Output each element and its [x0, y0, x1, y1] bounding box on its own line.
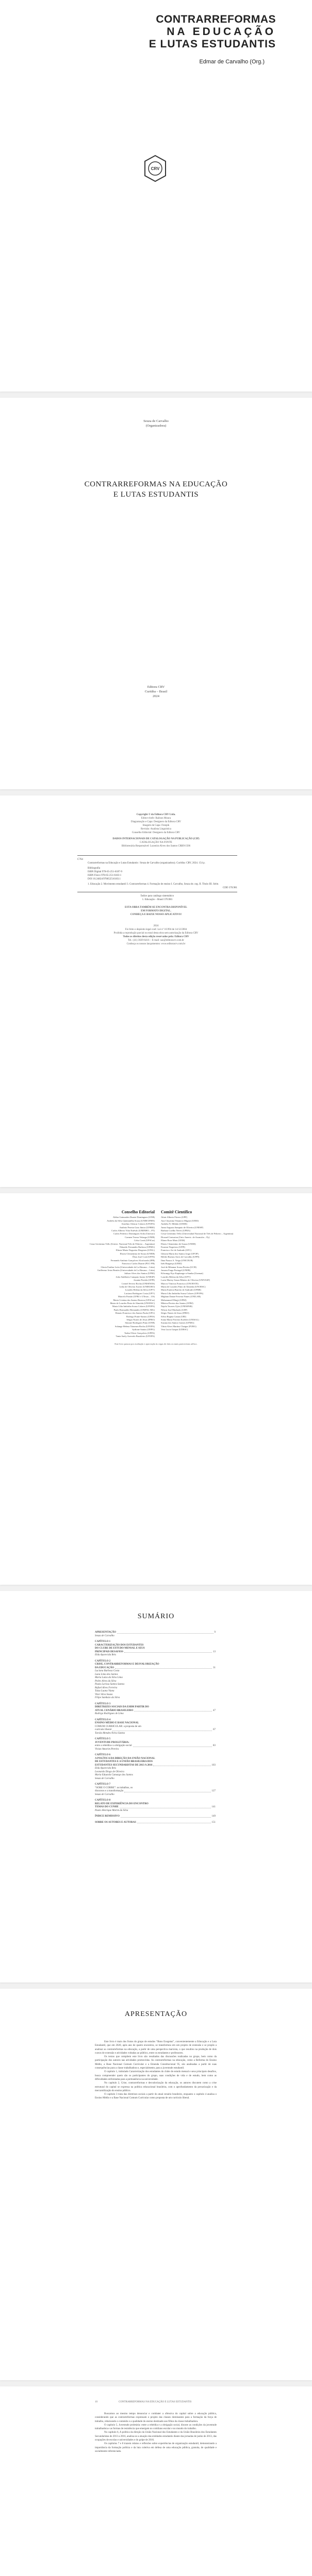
book-title-line2: E LUTAS ESTUDANTIS [113, 490, 199, 499]
paragraph: O capítulo 3 trata das diretrizes sociais a partir do atual cenário brasileiro, enquanto o capítulo 4 analisa o Ensino Médio e a Base Nacional Comum Curricular como proposta de um currículo liberal. [95, 2093, 217, 2100]
page-number: 10 [95, 2401, 97, 2403]
editorial-member: Paulo Romualdo Hernandes (UNIFAL-MG) [113, 1308, 155, 1311]
scientific-member: Vera Lucia Gaspar (UDESC) [161, 1328, 188, 1331]
summary-entry-label: Seuza de Carvalho [95, 1793, 114, 1796]
scientific-member: Diosnel Centurion (Univ Americ. de Asunción – Py) [161, 1235, 210, 1239]
copyright-line: Imagem de Capa: Freepik [142, 824, 170, 827]
summary-entry-label: CAPÍTULO 5 [95, 1738, 111, 1740]
scientific-member: Andréia N. Militão (UEMS) [161, 1223, 187, 1226]
copyright-line: Diagramação e Capa: Designers da Editora CRV [130, 821, 182, 823]
summary-entry-label: Seuza de Carvalho [95, 1634, 114, 1637]
scientific-member: Nilson José Machado (USP) [161, 1308, 188, 1311]
summary-entry-label: CARACTERIZAÇÃO DOS ESTUDANTES [95, 1643, 144, 1647]
digital-notice-line: EM FORMATO DIGITAL. [141, 910, 171, 912]
isbn-physical: ISBN Físico 978-65-251-6183-1 [88, 874, 122, 877]
publisher-city: Curitiba – Brasil [144, 690, 168, 693]
scientific-member: Najela Tavares Ujiie (UNESPAR) [161, 1305, 193, 1308]
summary-entry-label: SOBRE OS AUTORES E AUTORAS [95, 1821, 136, 1824]
paragraph: Buscamos ao mesmo tempo denunciar e combater a ofensiva do capital sobre a educação pública, considerando que as contrarreformas expressam o projeto das classes dominantes para a formação da força de trabalho, rebaixando o conteúdo e a qualidade do ensino destinado aos filhos da classe trabalhadora. [95, 2413, 217, 2423]
presentation-body [95, 2040, 217, 2100]
title-page [0, 398, 312, 789]
doi: DOI 10.24824/978652516183.1 [88, 878, 121, 880]
summary-entry-page: 103 [211, 1764, 216, 1767]
summary-entry-label: Vitor Silva Souza [95, 1693, 113, 1696]
scientific-member: Mohammed Elhajji (UFRJ) [161, 1298, 187, 1301]
editorial-member: Maria Cristina dos Santos Bezerra (UFSCar) [113, 1298, 155, 1301]
summary-entry-label: CAPÍTULO 6 [95, 1754, 111, 1756]
editorial-member: Carmen Tereza Velanga (UNIR) [125, 1235, 155, 1239]
catalog-record [77, 853, 237, 902]
summary-entry-label: ÍNDICE REMISSIVO [95, 1815, 120, 1818]
summary-entry-label: Rodrigo Rodrigues de Lima [95, 1713, 124, 1715]
editorial-member: Simone Rodrigues Pinto (UNB) [125, 1321, 155, 1325]
paragraph: Os textos que compõem este livro são resultados das discussões realizadas no grupo, bem como da participação dos autores nas atividades promovidas. As contrarreformas na educação, como a Reforma do Ensino Médio, a Base Nacional Comum Curricular e a Emenda Constitucional 95, são analisadas a partir de suas consequências para a classe trabalhadora e, especialmente, para a juventude estudantil. [95, 2056, 217, 2070]
legal-line: Proibida a reprodução parcial ou total desta obra sem autorização da Editora CRV [113, 932, 199, 935]
legal-line: Todos os direitos desta edição reservados pela: Editora CRV [123, 936, 189, 938]
copyright-lines [0, 813, 312, 848]
scientific-member: Ana Chrystina Venancio Mignot (UERJ) [161, 1219, 199, 1222]
summary-entry-label: Rafael Alves Ferreira [95, 1686, 118, 1689]
isbn-digital: ISBN Digital 978-65-251-6187-9 [88, 871, 122, 873]
catalog-cdd: CDD 370.981 [222, 887, 237, 889]
editorial-member: Leonel Severo Rocha (UNISINOS) [122, 1282, 155, 1285]
paragraph: O capítulo 5, Juventude proletária: entre a rebeldia e a obrigação social, discute as condições da juventude trabalhadora e as formas de resistência que emergem no cotidiano escolar e no mundo do trabalho. [95, 2424, 217, 2431]
editorial-member: Fernando Antônio Gonçalves Alcoforado (IPB) [110, 1259, 155, 1262]
legal-line: Foi feito o depósito legal conf. Lei nº 10.994 de 14/12/2004 [125, 928, 187, 931]
summary-entry-page: 141 [211, 1806, 216, 1808]
catalog-subheading: CATALOGAÇÃO NA FONTE [140, 841, 172, 844]
editorial-council-heading: Conselho Editorial [121, 1210, 155, 1214]
editorial-member: Aldira Guimarães Duarte Domínguez (UNB) [112, 1216, 155, 1219]
digital-notice-line: ESTA OBRA TAMBÉM SE ENCONTRA DISPONÍVEL [125, 906, 187, 909]
summary-entry-label: JUVENTUDE PROLETÁRIA: [95, 1741, 129, 1744]
legal-line: Tel.: (41) 3029-6416 – E-mail: sac@editoracrv.com.br [128, 939, 184, 942]
editorial-member: Lourdes Helena da Silva (UFV) [125, 1289, 155, 1292]
summary-entry-page: 13 [213, 1650, 216, 1653]
text-body [95, 2412, 217, 2453]
editorial-member: Maria de Lourdes Pinto de Almeida (UNOESC) [110, 1301, 155, 1304]
editorial-member: Rodrigo Pratte-Santos (UFES) [126, 1315, 155, 1318]
summary-entry-label: Maria Luiza da Silva Lima [95, 1676, 123, 1679]
scientific-member: Helder Buenos Aires de Carvalho (UFPI) [161, 1256, 200, 1259]
editorial-member: Gloria Fariñas León (Universidade de La Havana – Cuba) [101, 1265, 155, 1268]
editorial-member: Sydione Santos (UEPG) [132, 1328, 155, 1331]
cover-title-line3: E LUTAS ESTUDANTIS [149, 38, 276, 50]
publisher-logo-icon [143, 155, 167, 182]
publication-year: 2024 [153, 694, 159, 698]
scientific-member: Lucia Marisy Souza Ribeiro de Oliveira (UNIVASF) [161, 1279, 210, 1282]
summary-entry-label: DA EDUCAÇÃO [95, 1666, 114, 1669]
editorial-member: Celso Conti (UFSCar) [134, 1239, 155, 1242]
paragraph: Os capítulos 7 e 8 trazem relatos e reflexões sobre experiências de organização estudantil, demonstrando a importância da formação política e da luta coletiva em defesa de uma educação pública, gratuita, de qualidade e socialmente referenciada. [95, 2443, 217, 2453]
scientific-member: Gláucia Maria dos Santos Jorge (UFOP) [161, 1252, 199, 1255]
scientific-committee-heading: Comitê Científico [161, 1210, 192, 1214]
summary-entry-label: A POLÍTICA DA DIREÇÃO DA UNIÃO NACIONAL [95, 1757, 155, 1760]
editorial-council [77, 1211, 155, 1338]
councils-page [0, 1193, 312, 1585]
summary-entry-label: RELATO DE EXPERIÊNCIA DO ENCONTRO [95, 1802, 149, 1805]
scientific-member: Lourdes Helena da Silva (UFV) [161, 1275, 191, 1278]
summary-entry-label: Vivian Amorim Pereira [95, 1748, 119, 1751]
editorial-member: Jailson Alves dos Santos (UFRJ) [124, 1272, 155, 1275]
summary-entry-page: 127 [211, 1790, 216, 1792]
scientific-member: Maria Lília Imbiriba Sousa Colares (UFOPA) [161, 1292, 204, 1295]
legal-line: 2024 [153, 925, 159, 927]
catalog-entry: Contrarreformas na Educação e Lutas Estudantis / Seuza de Carvalho (organizadora). Curitiba: CRV, 2024. 154 p. [88, 862, 205, 865]
presentation-title: APRESENTAÇÃO [124, 2010, 188, 2018]
scientific-member: Ilma Passos A. Veiga (UNICEUB) [161, 1259, 193, 1262]
paragraph: No capítulo 2, Crise, contrarreformas e desvalorização da educação, os autores discutem como a crise estrutural do capital se expressa na política educacional brasileira, com o aprofundamento da precarização e da mercantilização do ensino público. [95, 2082, 217, 2092]
catalog-bibliography: Bibliografia [88, 867, 101, 870]
summary-entry-label: discursos e a transformação [95, 1790, 124, 1792]
catalog-code: C764 [77, 858, 83, 861]
paragraph: O capítulo 1, intitulado Caracterização dos estudantes do clube de estudo mensal e seus principais desafios, busca compreender quem são os participantes do grupo, suas condições de vida e de estudo, bem como as dificuldades enfrentadas para a permanência na universidade. [95, 2071, 217, 2081]
summary-entry-label: DE ESTUDANTES E A UNIÃO BRASILEIRA DOS [95, 1760, 153, 1763]
summary-list [95, 1631, 216, 1824]
copyright-line: Editor-chefe: Railson Moura [141, 817, 171, 820]
index-heading: Índice para catálogo sistemático [140, 895, 174, 897]
summary-entry-label: APRESENTAÇÃO [95, 1631, 117, 1634]
summary-entry-label: PRINCIPAIS DESAFIOS [95, 1650, 124, 1653]
scientific-member: Vânia Alves Martins Chaigar (FURG) [161, 1325, 196, 1328]
scientific-member: Sérgio Nunes de Jesus (IFRO) [161, 1312, 189, 1315]
editorial-member: Josania Portela (UFPI) [134, 1279, 155, 1282]
scientific-member: Maria de Lourdes Pinto de Almeida (UNOESC) [161, 1285, 206, 1288]
summary-entry-page: 31 [213, 1666, 216, 1669]
editorial-member: Lídia de Oliveira Xavier (UNIEURO) [119, 1285, 155, 1288]
digital-notice-line: CONHEÇA E BAIXE NOSSO APLICATIVO! [130, 913, 182, 916]
paragraph: No capítulo 6, A política da direção da União Nacional dos Estudantes e da União Brasileira dos Estudantes Secundaristas de 2013 a 2016, analisa-se a atuação das entidades estudantis diante das jornadas de junho de 2013, das ocupações de escolas e universidades e do golpe de 2016. [95, 2431, 217, 2442]
summary-entry-label: Taiza Luana Viana [95, 1690, 114, 1692]
editorial-member: Tania Suely Azevedo Brasileiro (UFOPA) [116, 1335, 155, 1338]
scientific-member: Cesar Gerónimo Tello (Universidad Nacional de Três de Febrero – Argentina) [161, 1232, 234, 1235]
summary-entry-label: Filipe Sambaio da Silva [95, 1697, 120, 1699]
summary-entry-label: CAPÍTULO 8 [95, 1799, 111, 1802]
editorial-member: Anselmo Alencar Colares (UFOPA) [121, 1223, 155, 1226]
editorial-member: Francisco Carlos Duarte (PUC-PR) [122, 1262, 155, 1265]
editorial-member: Elione Maria Nogueira Diogenes (UFAL) [116, 1249, 155, 1252]
author-name: Seuza de Carvalho [143, 419, 169, 423]
summary-entry[interactable] [95, 1821, 216, 1825]
scientific-member: Inês Bragança (UERJ) [161, 1262, 182, 1265]
organizer-label: (Organizadora) [145, 424, 167, 428]
summary-entry-page: 67 [213, 1728, 216, 1731]
editorial-member: Marcelo Paixão (UFRJ e UTexas – US) [118, 1295, 155, 1298]
editorial-member: Elizeu Clementino de Souza (UNEB) [120, 1252, 155, 1255]
summary-entry-label: Elda Aparecida Reis [95, 1767, 117, 1770]
scientific-member: Francisco Ari de Andrade (UFC) [161, 1249, 191, 1252]
editorial-member: Carlos Alberto Vilar Estêvão (UMINHO – PT) [111, 1229, 155, 1232]
summary-entry-label: currículo liberal [95, 1728, 112, 1731]
copyright-line: Conselho Editorial: Designers da Editora CRV [132, 832, 180, 834]
summary-entry-label: “SOBE O CORRE”: as trabalhos, os [95, 1786, 133, 1789]
cover-page [0, 0, 312, 392]
catalog-librarian: Bibliotecária Responsável: Luzenira Alves dos Santos CRB9/1506 [121, 845, 191, 848]
text-page [0, 2386, 312, 2576]
summary-entry-label: CAPÍTULO 7 [95, 1783, 111, 1786]
cover-title-line1: CONTRARREFORMAS [156, 13, 276, 25]
summary-entry-label: CAPÍTULO 1 [95, 1640, 111, 1643]
summary-entry-label: Leonardo Diogo de Oliveira [95, 1770, 124, 1773]
copyright-line: Copyright © da Editora CRV Ltda. [136, 814, 176, 816]
cover-title-line2: NA EDUCAÇÃO [167, 26, 276, 38]
digital-notice [0, 906, 312, 917]
editorial-member: Carlos Federico Dominguez Avila (Unieuro) [113, 1232, 155, 1235]
catalog-subjects: 1. Educação 2. Movimento estudantil 3. Contrarreformas 4. Formação de ensino I. Carvalho, Seuza de. org. II. Título III. Série. [88, 883, 219, 886]
editorial-member: Cesar Gerónimo Tello (Univer. Nacional Três de Febrero – Argentina) [89, 1242, 155, 1245]
scientific-member: Eliane Rose Maio (UEM) [161, 1239, 185, 1242]
scientific-member: Mônica Pereira dos Santos (UFRJ) [161, 1301, 193, 1304]
copyright-line: Revisão: Analista Linguística [141, 828, 171, 831]
summary-entry-label: Elda Aparecida Reis [95, 1654, 117, 1656]
summary-entry-label: CAPÍTULO 3 [95, 1702, 111, 1705]
running-head: CONTRARREFORMAS NA EDUCAÇÃO E LUTAS ESTUDANTIS [119, 2401, 192, 2403]
editorial-member: Maria Lília Imbiriba Sousa Colares (UFOPA) [112, 1305, 155, 1308]
catalog-heading: DADOS INTERNACIONAIS DE CATALOGAÇÃO NA PUBLICAÇÃO (CIP) [112, 838, 200, 840]
summary-entry-label: entre a rebeldia e a obrigação social [95, 1744, 132, 1747]
summary-title: SUMÁRIO [137, 1613, 175, 1620]
summary-page [0, 1591, 312, 1982]
editorial-member: Solange Helena Ximenes-Rocha (UFOPA) [115, 1325, 155, 1328]
summary-entry-label: Maria Eduarda Camargo dos Santos [95, 1774, 133, 1776]
scientific-member: Elizeu Clementino de Souza (UNEB) [161, 1242, 196, 1245]
editorial-member: Antônio Pereira Gaio Júnior (UFRRJ) [119, 1226, 155, 1229]
scientific-member: Maria Eurácia Barreto de Andrade (UFRB) [161, 1289, 201, 1292]
scientific-member: Kilwangy Kya Kapitango-a-Samba (Unemat) [161, 1272, 203, 1275]
summary-entry-label: Pedro Alves da Silva [95, 1680, 117, 1683]
summary-entry-label: Tarsila Mendes Neiva Santos [95, 1732, 125, 1735]
editorial-member: Élsio José Corá (UFFS) [133, 1256, 155, 1259]
editorial-member: Luciano Rodrigues Costa (UFV) [124, 1292, 155, 1295]
summary-entry-label: DO CLUBE DE ESTUDO MENSAL E SEUS [95, 1647, 145, 1650]
paragraph: Este livro é mais dos frutos do grupo de estudos “Bons Exegetas”, convenientemente a Educação e a Luta Estudantil, que em 2020, após ano de quatro encontros, se transformou em um projeto de extensão e se propôs a analisar as contrarreformas na educação, a partir de uma perspectiva marxista, o que resultou na produção de dois cursos de extensão e atividades voltadas ao público, entre os estudantes e professores. [95, 2041, 217, 2055]
summary-entry-label: Paula Larissa Santos Santos [95, 1683, 125, 1686]
scientific-member: Jussara Fraga Portugal (UNEB) [161, 1268, 191, 1272]
summary-entry-label: Luciana Barbosa Costa [95, 1670, 120, 1672]
logo-text: CRV [151, 166, 160, 171]
copyright-page [0, 795, 312, 1187]
scientific-member: Barbara Coelho Neves (UFBA) [161, 1229, 190, 1232]
scientific-member: Silvia Regina Canan (URI) [161, 1315, 186, 1318]
scientific-member: José de Ribamar Sousa Pereira (UCB) [161, 1265, 196, 1268]
scientific-member: Altair Alberto Fávero (UPF) [161, 1216, 188, 1219]
scientific-member: Fauston Negreiros (UFPI) [161, 1246, 185, 1249]
summary-entry-page: 47 [213, 1709, 216, 1712]
cover-organizer: Edmar de Carvalho (Org.) [199, 59, 265, 65]
publisher-name: Editora CRV [147, 685, 165, 689]
presentation-page [0, 1989, 312, 2380]
editorial-member: Tadeu Oliver Gonçalves (UFPA) [124, 1331, 155, 1334]
summary-entry-label: COMUM CURRICULAR: a proposta de um [95, 1725, 141, 1728]
scientific-member: Míghian Danae Ferreira Nunes (UNILAB) [161, 1295, 201, 1298]
summary-entry-label: CAPÍTULO 2 [95, 1659, 111, 1663]
scientific-committee [161, 1211, 238, 1332]
editorial-member: Eduardo Fernandes Barbosa (UFMG) [120, 1246, 155, 1249]
summary-entry-label: Paulo Henrique Marim da Silva [95, 1809, 128, 1812]
summary-entry-label: DIRETRIZES SOCIAIS DA ESBM PARTIR DO [95, 1706, 149, 1708]
summary-entry-page: 83 [213, 1744, 216, 1747]
scientific-member: Sonia Maria Ferreira Koehler (UNISAL) [161, 1318, 199, 1321]
summary-entry-label: ENSINO MÉDIO E BASE NACIONAL [95, 1722, 139, 1724]
summary-entry-label: Seuza de Carvalho [95, 1777, 114, 1780]
book-title: CONTRARREFORMAS NA EDUCAÇÃO [84, 480, 228, 488]
summary-entry-label: ATUAL CENÁRIO BRASILEIRO [95, 1709, 134, 1712]
editorial-member: Renato Francisco dos Santos Paula (UFG) [115, 1312, 155, 1315]
summary-entry-label: CRISE, CONTRARREFORMAS E DESVALORIZAÇÃO [95, 1663, 159, 1666]
summary-entry-page: 9 [214, 1631, 216, 1634]
summary-entry-page: 149 [211, 1815, 216, 1818]
cover-title [149, 13, 276, 50]
editorial-member: Sérgio Nunes de Jesus (IFRO) [126, 1318, 155, 1321]
summary-entry-label: CAPÍTULO 4 [95, 1718, 111, 1721]
review-note: Este livro passou por avaliação e aprovação às cegas de dois ou mais pareceristas ad hoc. [114, 1343, 198, 1345]
summary-entry-label: Luna Lima dos Santos [95, 1673, 118, 1676]
editorial-member: João Adalberto Campato Junior (UNESP) [116, 1275, 155, 1278]
legal-notice [0, 924, 312, 946]
legal-line: Conheça os nossos lançamentos: www.editoracrv.com.br [126, 943, 186, 945]
editorial-member: Andréia da Silva Quintanilha Sousa (UNIR/UFRN) [107, 1219, 155, 1222]
scientific-member: Marcos Vinicius Francisco (UNOESTE) [161, 1282, 199, 1285]
editorial-member: Guillermo Arias Beatón (Universidade de La Havana – Cuba) [97, 1268, 155, 1272]
index-line: 1. Educação – Brasil 370.981 [142, 899, 173, 901]
scientific-member: Suzana dos Santos Gomes (UFMG) [161, 1321, 194, 1325]
summary-entry-page: 151 [211, 1821, 216, 1824]
summary-entry-label: ESTUDANTES SECUNDARISTAS DE 2013 A 2016 [95, 1764, 153, 1767]
summary-entry-label: TEMAS DO CUNHE [95, 1806, 119, 1808]
scientific-member: Anna Augusta Sampaio de Oliveira (UNESP) [161, 1226, 204, 1229]
